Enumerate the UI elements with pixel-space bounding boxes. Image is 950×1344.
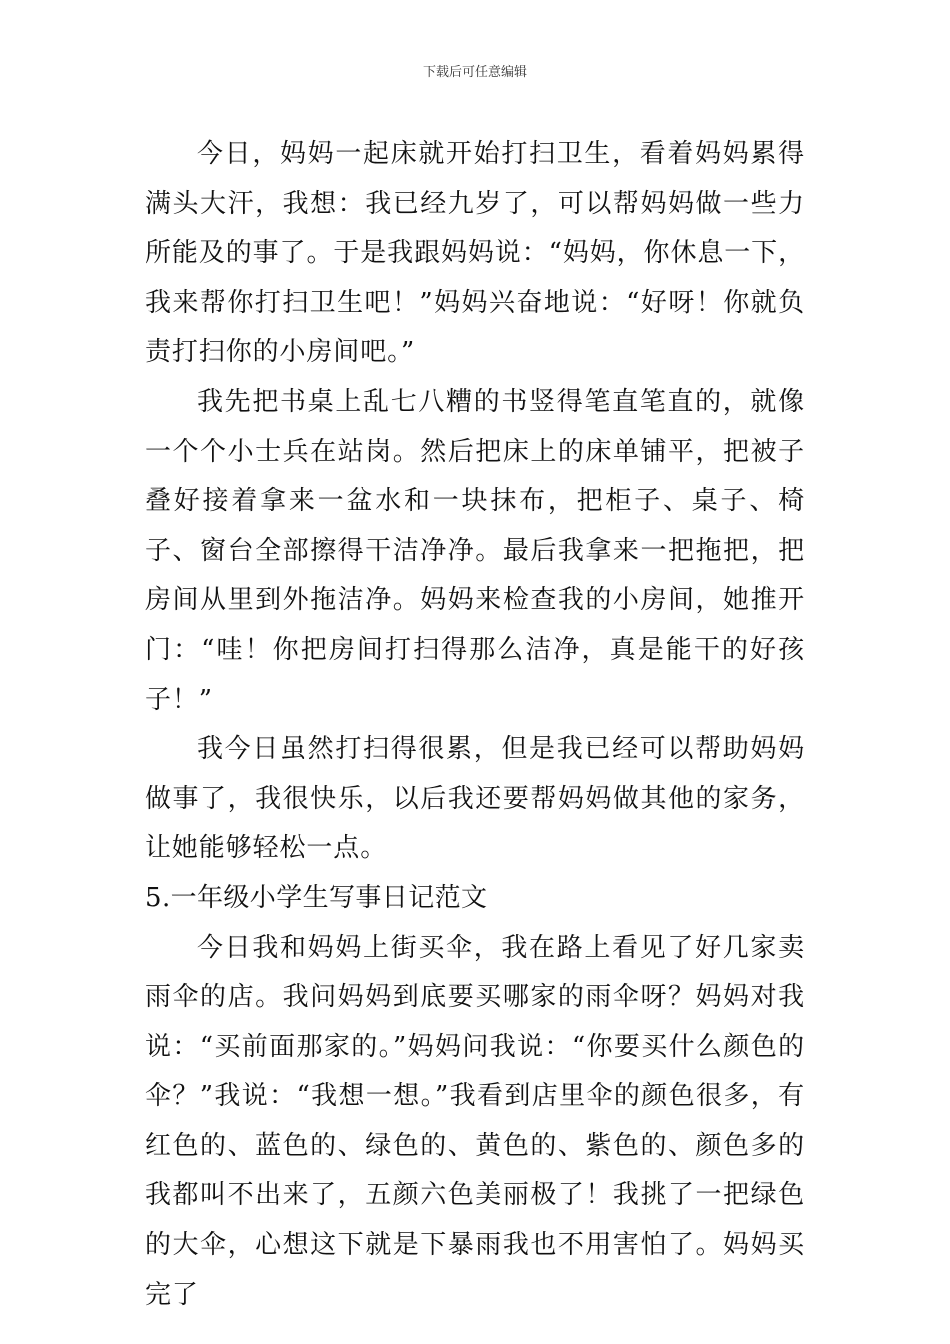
paragraph-cleaning-room: 我先把书桌上乱七八糟的书竖得笔直笔直的，就像一个个小士兵在站岗。然后把床上的床单铺平，把被子叠好接着拿来一盆水和一块抹布，把柜子、桌子、椅子、窗台全部擦得干洁净净。最后我拿来一把拖把，把房间从里到外拖洁净。妈妈来检查我的小房间，她推开门：“哇！你把房间打扫得那么洁净，真是能干的好孩子！” [145,386,805,715]
page-header: 下载后可任意编辑 [422,65,527,80]
document-body [145,130,805,1320]
section-heading: 5.一年级小学生写事日记范文 [145,882,488,913]
paragraph-umbrella: 今日我和妈妈上街买伞，我在路上看见了好几家卖雨伞的店。我问妈妈到底要买哪家的雨伞呀？妈妈对我说：“买前面那家的。”妈妈问我说：“你要买什么颜色的伞？”我说：“我想一想。”我看到店里伞的颜色很多，有红色的、蓝色的、绿色的、黄色的、紫色的、颜色多的我都叫不出来了，五颜六色美丽极了！我挑了一把绿色的大伞，心想这下就是下暴雨我也不用害怕了。妈妈买完了 [145,932,805,1310]
paragraph-cleaning-end: 我今日虽然打扫得很累，但是我已经可以帮助妈妈做事了，我很快乐，以后我还要帮妈妈做其他的家务，让她能够轻松一点。 [145,734,805,864]
paragraph-cleaning-start: 今日，妈妈一起床就开始打扫卫生，看着妈妈累得满头大汗，我想：我已经九岁了，可以帮妈妈做一些力所能及的事了。于是我跟妈妈说：“妈妈，你休息一下，我来帮你打扫卫生吧！”妈妈兴奋地说：“好呀！你就负责打扫你的小房间吧。” [145,139,805,368]
